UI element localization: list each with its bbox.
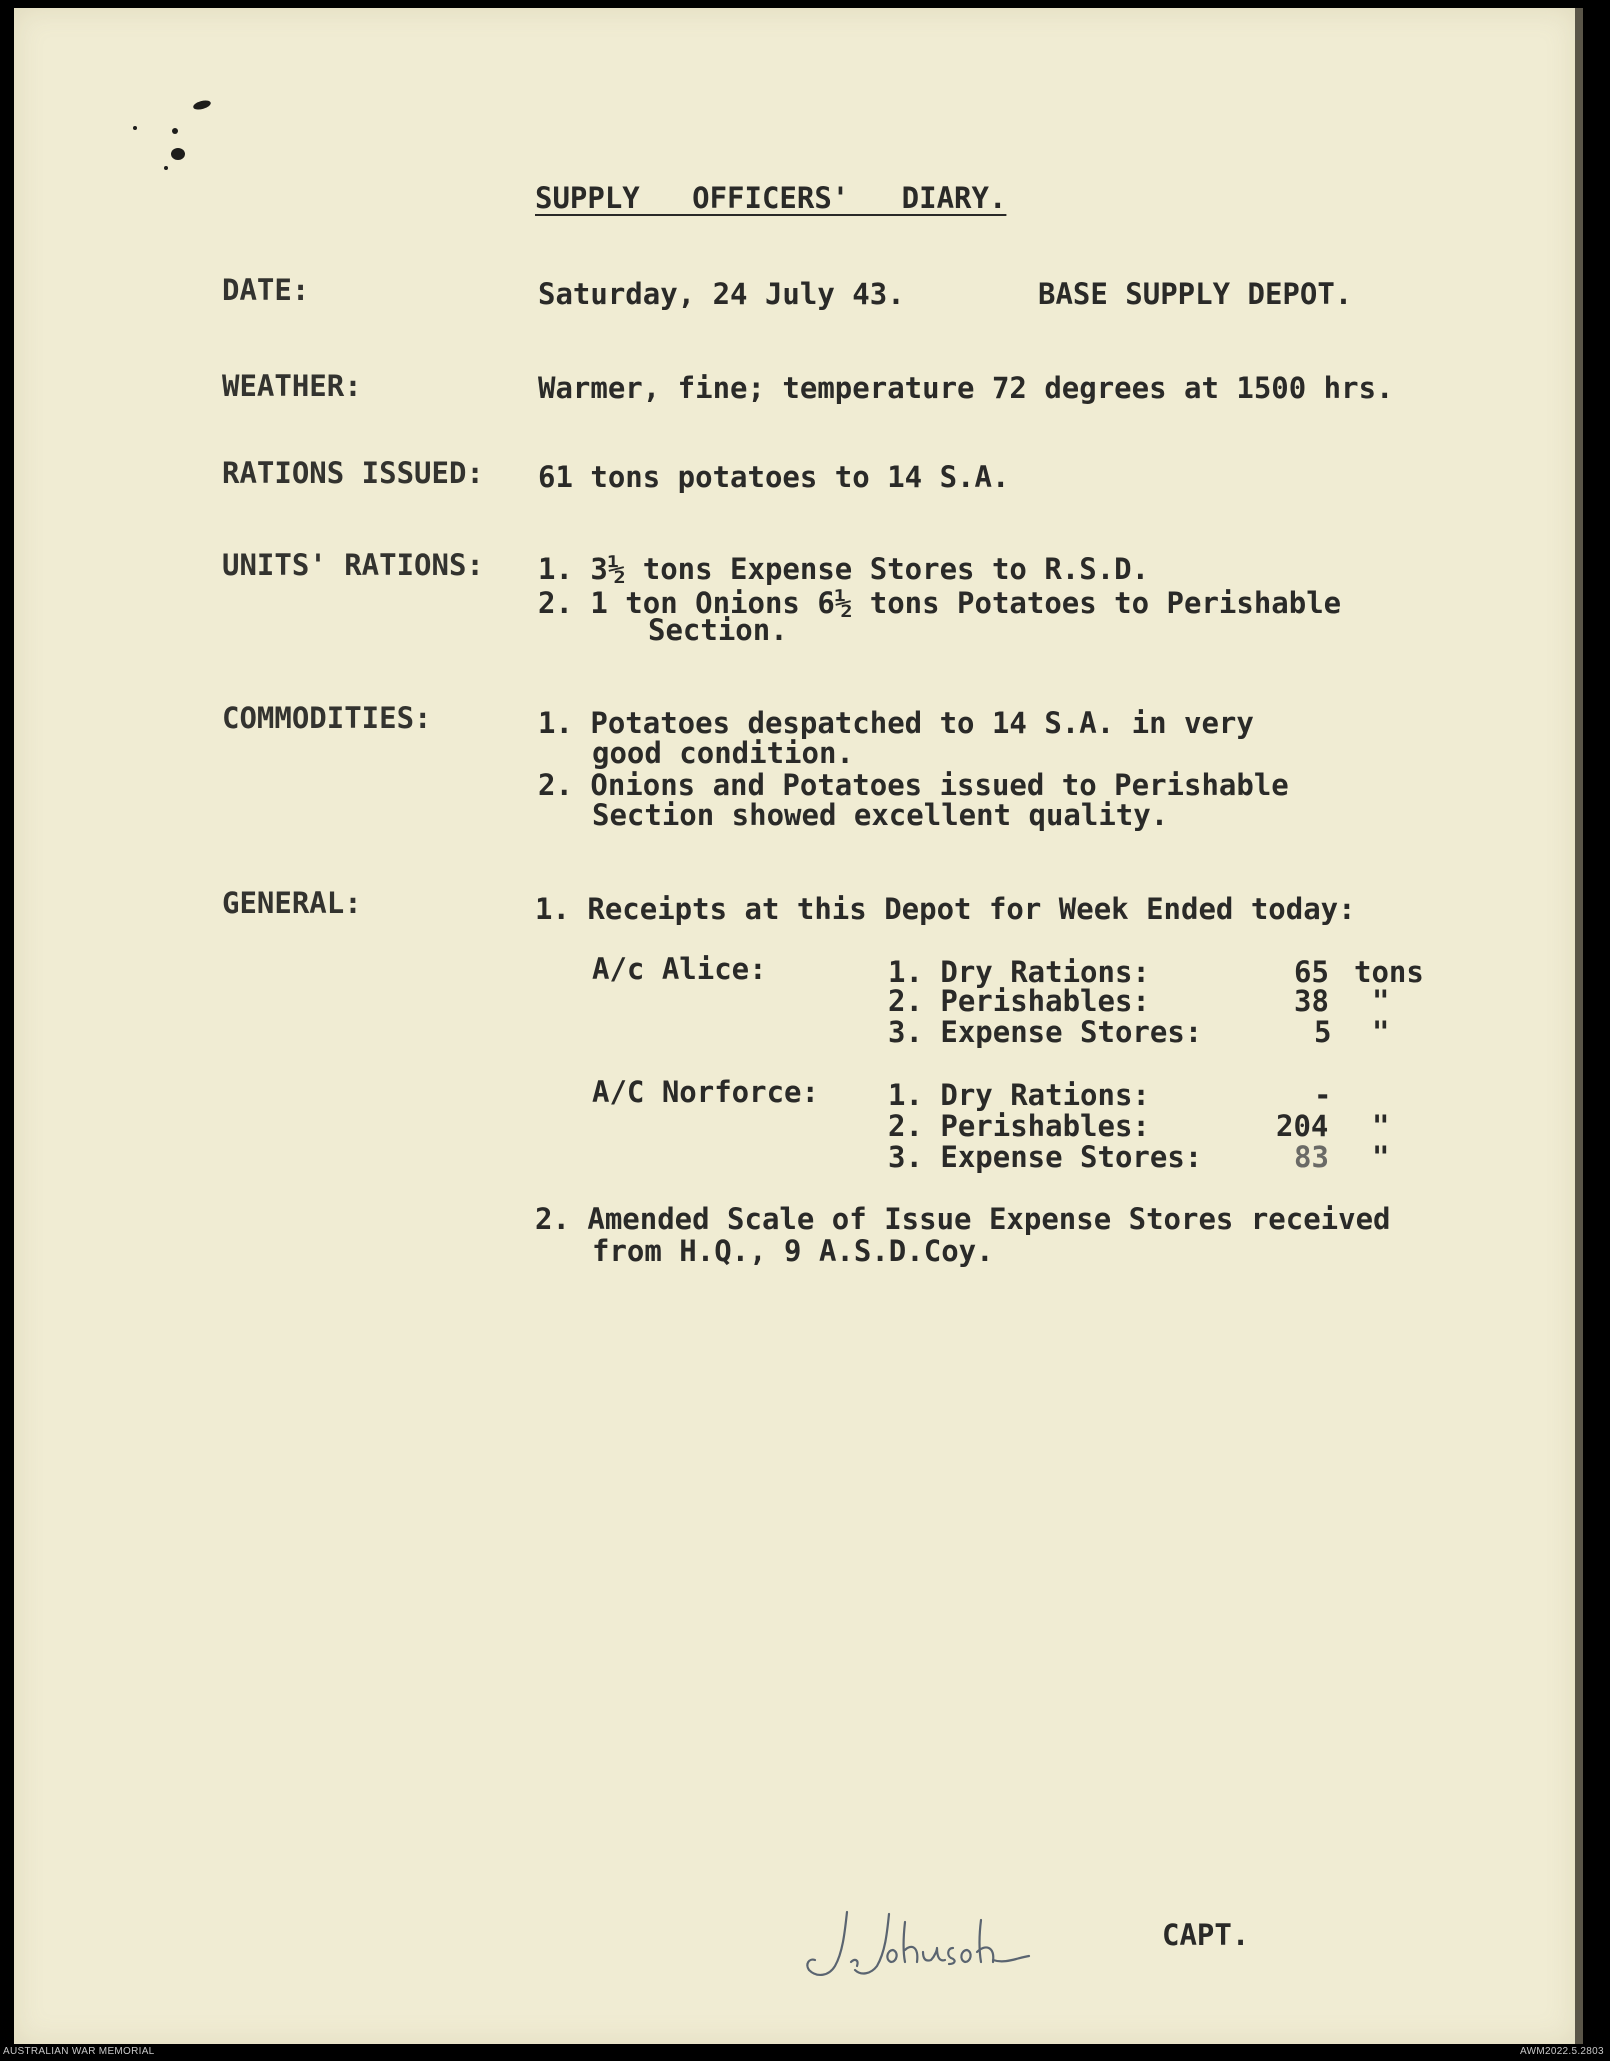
commodities-label: COMMODITIES: <box>222 701 432 735</box>
archive-footer-left: AUSTRALIAN WAR MEMORIAL <box>3 2046 155 2057</box>
weather-label: WEATHER: <box>222 369 362 403</box>
general-item-1: 1. Receipts at this Depot for Week Ended today: <box>535 892 1356 926</box>
account-alice-label: A/c Alice: <box>592 952 767 986</box>
norforce-row-qty: 204 <box>1276 1109 1329 1143</box>
ink-mark <box>172 128 178 134</box>
units-rations-label: UNITS' RATIONS: <box>222 548 484 582</box>
alice-row-unit: " <box>1372 984 1390 1018</box>
paper-edge <box>1575 8 1583 2044</box>
norforce-row-item: 1. Dry Rations: <box>888 1078 1150 1112</box>
commodities-item-2-cont: Section showed excellent quality. <box>592 798 1169 832</box>
commodities-item-1: 1. Potatoes despatched to 14 S.A. in very <box>538 706 1254 740</box>
general-item-2-cont: from H.Q., 9 A.S.D.Coy. <box>592 1234 994 1268</box>
date-value: Saturday, 24 July 43. <box>538 277 905 311</box>
alice-row-qty: 65 <box>1294 955 1329 989</box>
alice-row-item: 2. Perishables: <box>888 984 1150 1018</box>
depot-name: BASE SUPPLY DEPOT. <box>1038 277 1353 311</box>
page-title: SUPPLY OFFICERS' DIARY. <box>535 181 1007 215</box>
norforce-row-qty: - <box>1314 1078 1332 1112</box>
norforce-row-unit: " <box>1372 1140 1390 1174</box>
date-label: DATE: <box>222 273 310 307</box>
norforce-row-item: 3. Expense Stores: <box>888 1140 1203 1174</box>
handwritten-signature <box>795 1900 1095 1990</box>
units-rations-item-2-cont: Section. <box>648 613 788 647</box>
alice-row-unit: " <box>1372 1015 1390 1049</box>
signatory-rank: CAPT. <box>1162 1918 1250 1952</box>
account-norforce-label: A/C Norforce: <box>592 1075 819 1109</box>
alice-row-qty: 5 <box>1314 1015 1332 1049</box>
alice-row-qty: 38 <box>1294 984 1329 1018</box>
general-item-2: 2. Amended Scale of Issue Expense Stores received <box>535 1202 1391 1236</box>
ink-mark <box>133 126 137 130</box>
rations-issued-value: 61 tons potatoes to 14 S.A. <box>538 460 1010 494</box>
units-rations-item-1: 1. 3½ tons Expense Stores to R.S.D. <box>538 552 1150 586</box>
weather-value: Warmer, fine; temperature 72 degrees at 1500 hrs. <box>538 371 1394 405</box>
ink-mark <box>164 166 168 170</box>
alice-row-item: 3. Expense Stores: <box>888 1015 1203 1049</box>
norforce-row-item: 2. Perishables: <box>888 1109 1150 1143</box>
units-rations-item-2: 2. 1 ton Onions 6½ tons Potatoes to Perishable <box>538 586 1342 620</box>
norforce-row-qty: 83 <box>1294 1140 1329 1174</box>
archive-reference: AWM2022.5.2803 <box>1520 2046 1604 2057</box>
alice-row-unit: tons <box>1354 955 1424 989</box>
commodities-item-1-cont: good condition. <box>592 736 854 770</box>
norforce-row-unit: " <box>1372 1109 1390 1143</box>
alice-row-item: 1. Dry Rations: <box>888 955 1150 989</box>
ink-mark <box>171 148 185 160</box>
commodities-item-2: 2. Onions and Potatoes issued to Perishable <box>538 768 1289 802</box>
rations-issued-label: RATIONS ISSUED: <box>222 456 484 490</box>
paper-sheet <box>14 8 1576 2044</box>
general-label: GENERAL: <box>222 886 362 920</box>
